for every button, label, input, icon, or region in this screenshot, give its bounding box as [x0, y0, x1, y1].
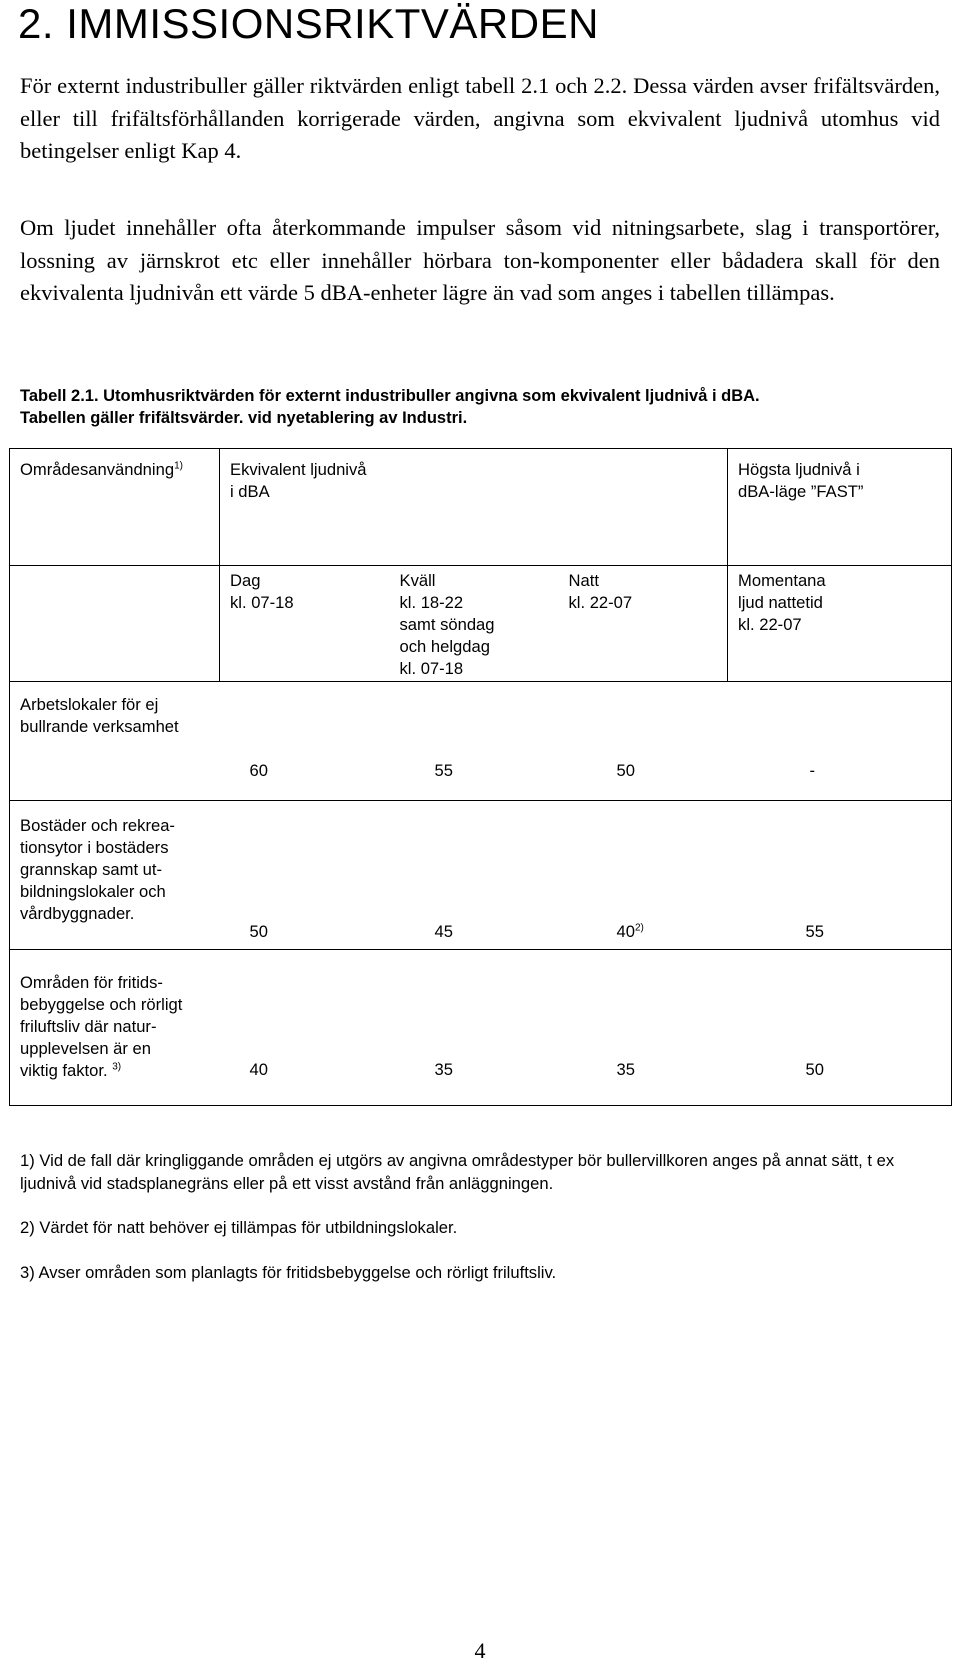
footnote-1: 1) Vid de fall där kringliggande områden ej utgörs av angivna områdestyper bör bullervillkoren anges på annat sätt, t ex ljudnivå vid stadsplanegräns eller på ett visst avstånd från anläggningen.: [20, 1151, 895, 1193]
night-value: 40: [616, 922, 635, 941]
night-value: 35: [616, 1060, 635, 1079]
table-header-row: [10, 449, 952, 566]
evening-value: 35: [434, 1060, 453, 1079]
max-value: 50: [805, 1060, 824, 1079]
day-value-cell: [220, 950, 390, 1106]
page-number: 4: [474, 1638, 486, 1663]
header-max-line-2: dBA-läge ”FAST”: [738, 482, 864, 501]
night-value-cell: [559, 682, 728, 801]
header-max-cell: [728, 449, 952, 566]
day-value: 40: [249, 1060, 268, 1079]
max-value-cell: [728, 682, 952, 801]
header-area-label: Områdesanvändning: [20, 460, 175, 479]
row-label-line: upplevelsen är en: [20, 1039, 151, 1058]
table-row: [10, 950, 952, 1106]
max-value: -: [809, 761, 816, 780]
header-equivalent-cell: [220, 449, 728, 566]
footnote-2: 2) Värdet för natt behöver ej tillämpas för utbildningslokaler.: [20, 1218, 458, 1237]
evening-value-cell: [390, 682, 559, 801]
subheader-momentary-line-1: Momentana: [738, 571, 826, 590]
footnote-3: 3) Avser områden som planlagts för fritidsbebyggelse och rörligt friluftsliv.: [20, 1262, 557, 1282]
evening-value-cell: [390, 801, 559, 950]
table-row: [10, 682, 952, 801]
subheader-evening-line-2: kl. 18-22: [399, 593, 464, 612]
subheader-empty-cell: [10, 566, 220, 682]
table-caption: [20, 385, 950, 429]
row-label-line: tionsytor i bostäders: [20, 838, 169, 857]
night-value-cell: [559, 950, 728, 1106]
max-value: 55: [805, 922, 824, 941]
subheader-momentary-line-3: kl. 22-07: [738, 615, 802, 634]
footnotes: [20, 1150, 950, 1306]
night-value-cell: [559, 801, 728, 950]
section-heading: 2. IMMISSIONSRIKTVÄRDEN: [18, 0, 599, 47]
header-max-line-1: Högsta ljudnivå i: [738, 460, 860, 479]
row-label-line: bebyggelse och rörligt: [20, 995, 183, 1014]
noise-limits-table: [9, 448, 952, 1106]
day-value: 60: [249, 761, 268, 780]
evening-value: 45: [434, 922, 453, 941]
row-label-line: friluftsliv där natur-: [20, 1017, 157, 1036]
subheader-day-cell: [220, 566, 390, 682]
table-caption-line-2: Tabellen gäller frifältsvärder. vid nyetablering av Industri.: [20, 409, 468, 427]
subheader-night-cell: [559, 566, 728, 682]
subheader-evening-cell: [390, 566, 559, 682]
table-caption-line-1: Tabell 2.1. Utomhusriktvärden för externt industribuller angivna som ekvivalent ljudnivå i dBA.: [20, 387, 760, 405]
intro-paragraph: För externt industribuller gäller riktvärden enligt tabell 2.1 och 2.2. Dessa värden avser frifältsvärden, eller till frifältsförhållanden korrigerade värden, angivna som ekvivalent ljudnivå utomhus vid betingelser enligt Kap 4.: [20, 73, 940, 163]
subheader-evening-line-3: samt söndag: [399, 615, 495, 634]
night-value-footnote-ref: 2): [634, 922, 644, 934]
subheader-night-line-1: Natt: [568, 571, 599, 590]
row-label-line: vårdbyggnader.: [20, 904, 135, 923]
subheader-evening-line-4: och helgdag: [399, 637, 490, 656]
impulse-paragraph: Om ljudet innehåller ofta återkommande impulser såsom vid nitningsarbete, slag i transportörer, lossning av järnskrot etc eller innehåller hörbara ton-komponenter eller bådadera skall för den ekvivalenta ljudnivån ett värde 5 dBA-enheter lägre än vad som anges i tabellen tillämpas.: [20, 215, 940, 305]
row-label-line: Områden för fritids-: [20, 973, 163, 992]
row-label-line: Arbetslokaler för ej: [20, 695, 159, 714]
table-row: [10, 801, 952, 950]
subheader-evening-line-1: Kväll: [399, 571, 436, 590]
day-value-cell: [220, 682, 390, 801]
row-label-cell: [10, 801, 220, 950]
max-value-cell: [728, 950, 952, 1106]
subheader-momentary-line-2: ljud nattetid: [738, 593, 823, 612]
row-label-line: Bostäder och rekrea-: [20, 816, 175, 835]
max-value-cell: [728, 801, 952, 950]
subheader-night-line-2: kl. 22-07: [568, 593, 633, 612]
table-subheader-row: [10, 566, 952, 682]
subheader-evening-line-5: kl. 07-18: [399, 659, 464, 678]
row-label-footnote-ref: 3): [112, 1061, 122, 1073]
header-area-cell: [10, 449, 220, 566]
row-label-line: grannskap samt ut-: [20, 860, 163, 879]
day-value-cell: [220, 801, 390, 950]
evening-value: 55: [434, 761, 453, 780]
row-label-line: bullrande verksamhet: [20, 717, 179, 736]
header-equivalent-line-2: i dBA: [230, 482, 270, 501]
row-label-cell: [10, 682, 220, 801]
night-value: 50: [616, 761, 635, 780]
evening-value-cell: [390, 950, 559, 1106]
subheader-day-line-2: kl. 07-18: [230, 593, 294, 612]
subheader-momentary-cell: [728, 566, 952, 682]
subheader-day-line-1: Dag: [230, 571, 261, 590]
row-label-line: bildningslokaler och: [20, 882, 166, 901]
row-label-line: viktig faktor.: [20, 1061, 108, 1080]
header-area-footnote-ref: 1): [174, 460, 183, 472]
row-label-cell: [10, 950, 220, 1106]
day-value: 50: [249, 922, 268, 941]
header-equivalent-line-1: Ekvivalent ljudnivå: [230, 460, 367, 479]
